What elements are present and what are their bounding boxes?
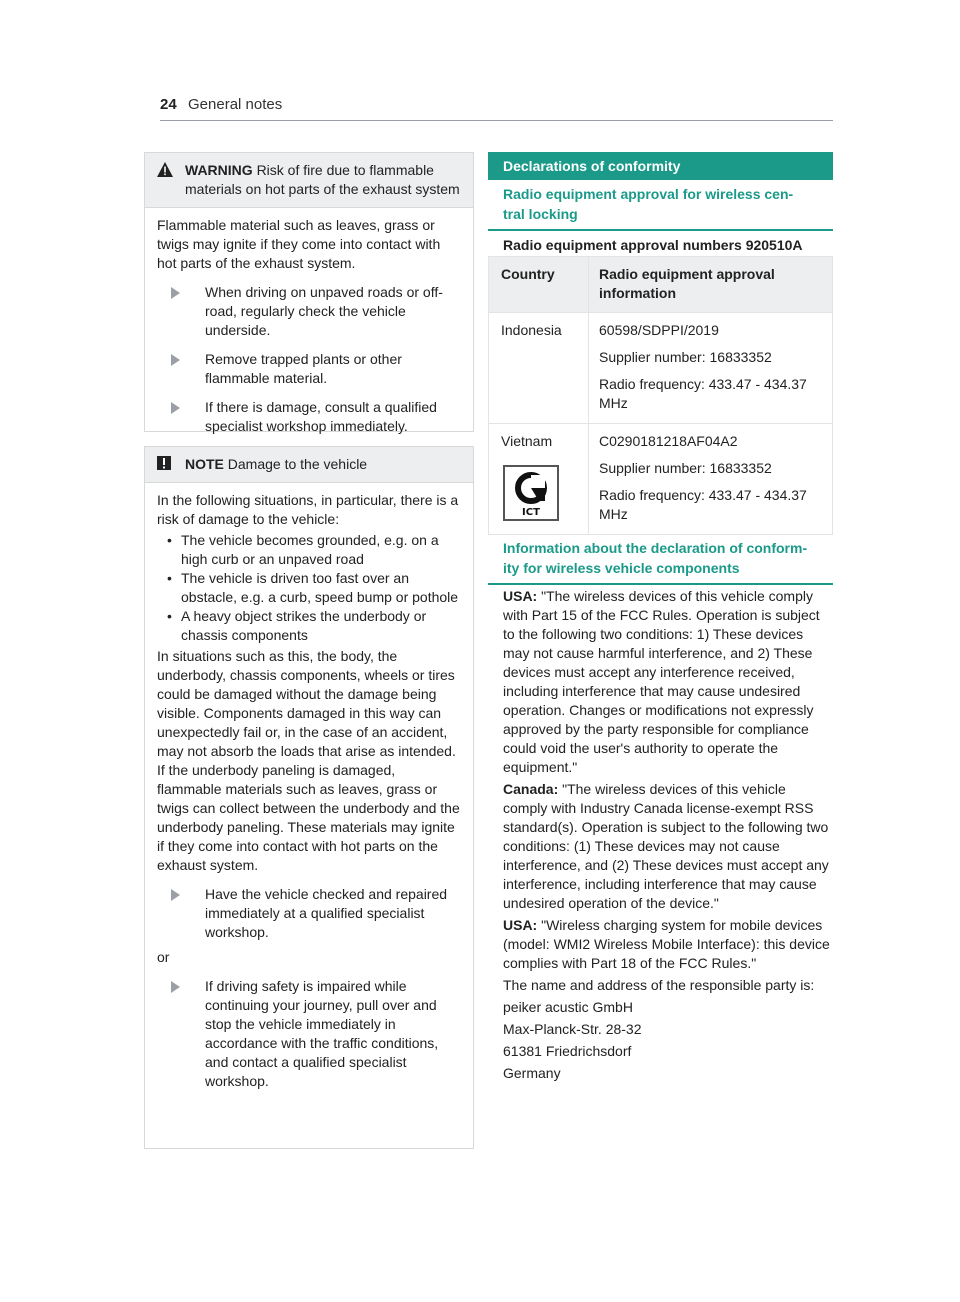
approval-number: 60598/SDPPI/2019 xyxy=(599,322,719,338)
step-text: Remove trapped plants or other flammable material. xyxy=(205,351,402,386)
step-text: Have the vehicle checked and repaired immediately at a qualified specialist workshop. xyxy=(205,886,448,940)
heading-line: Radio equipment approval for wireless cen- xyxy=(503,186,794,202)
supplier-number: Supplier number: 16833352 xyxy=(599,460,772,476)
table-cell-country xyxy=(489,424,589,535)
radio-frequency: Radio frequency: 433.47 - 434.37 MHz xyxy=(599,487,807,522)
canada-text: "The wireless devices of this vehicle comply with Industry Canada license-exempt RSS standard(s). Operation is subject to the following two conditions: (1) These devices may not cause interference, and (2) These devices must accept any interference, including interference that may cause undesired operation of the device." xyxy=(503,781,829,911)
approval-numbers-heading: Radio equipment approval numbers 920510A xyxy=(503,237,803,253)
list-item: • The vehicle is driven too fast over an obstacle, e.g. a curb, speed bump or pothole xyxy=(157,569,461,607)
table-cell-country: Indonesia xyxy=(489,313,589,424)
responsible-party-intro: The name and address of the responsible party is: xyxy=(503,977,815,993)
heading-line: Information about the declaration of conform- xyxy=(503,540,808,556)
usa2-paragraph xyxy=(503,916,833,973)
list-item: • The vehicle becomes grounded, e.g. on a high curb or an unpaved road xyxy=(157,531,461,569)
info-body xyxy=(488,587,833,1083)
warning-step xyxy=(157,283,461,340)
warning-body: Flammable material such as leaves, grass or twigs may ignite if they come into contact with hot parts of the exhaust system. xyxy=(157,217,441,271)
table-cell-approval xyxy=(589,313,833,424)
warning-step xyxy=(157,398,461,436)
table-cell-approval xyxy=(589,424,833,535)
address-line: peiker acustic GmbH xyxy=(503,999,633,1015)
warning-triangle-icon xyxy=(157,162,173,182)
ict-logo-icon xyxy=(501,463,561,523)
note-title: Damage to the vehicle xyxy=(227,456,368,472)
note-exclamation-icon xyxy=(157,456,171,475)
section-title-bar: Declarations of conformity xyxy=(488,152,833,180)
note-paragraph: If the underbody paneling is damaged, flammable materials such as leaves, grass or twigs can collect between the underbody and the underbody paneling. These materials may ignite if they come into contact with hot parts on the exhaust system. xyxy=(157,762,460,873)
page-number: 24 xyxy=(160,96,177,113)
heading-line: tral locking xyxy=(503,206,578,222)
warning-step xyxy=(157,350,461,388)
usa2-text: "Wireless charging system for mobile devices (model: WMI2 Wireless Mobile Interface): this device complies with Part 18 of the FCC Rules." xyxy=(503,917,830,971)
approval-number: C0290181218AF04A2 xyxy=(599,433,738,449)
note-intro: In the following situations, in particular, there is a risk of damage to the vehicle: xyxy=(157,492,459,527)
warning-header xyxy=(145,153,473,208)
note-paragraph: In situations such as this, the body, the underbody, chassis components, wheels or tires could be damaged without the damage being visible. Components damaged in this way can unexpectedly fail or, in the case of an accident, may not absorb the loads that arise as intended. xyxy=(157,648,456,759)
step-text: When driving on unpaved roads or off-road, regularly check the vehicle underside. xyxy=(205,284,443,338)
warning-label: WARNING xyxy=(185,162,253,178)
usa2-label: USA: xyxy=(503,917,538,933)
column-header: Country xyxy=(489,257,589,313)
canada-label: Canada: xyxy=(503,781,559,797)
info-heading xyxy=(488,538,833,585)
note-step xyxy=(157,977,461,1091)
warning-box xyxy=(144,152,474,432)
address-line: Germany xyxy=(503,1065,561,1081)
radio-heading xyxy=(488,184,833,231)
note-header xyxy=(145,447,473,483)
approval-table xyxy=(488,256,833,535)
svg-text:ICT: ICT xyxy=(522,507,540,518)
note-bullet-list xyxy=(157,531,461,645)
radio-frequency: Radio frequency: 433.47 - 434.37 MHz xyxy=(599,376,807,411)
note-label: NOTE xyxy=(185,456,224,472)
note-step xyxy=(157,885,461,942)
country-name: Vietnam xyxy=(501,433,553,449)
usa-paragraph xyxy=(503,587,833,777)
column-header: Radio equipment approval information xyxy=(589,257,833,313)
usa-label: USA: xyxy=(503,588,538,604)
address-line: Max-Planck-Str. 28-32 xyxy=(503,1021,642,1037)
section-name: General notes xyxy=(188,96,283,113)
table-row xyxy=(489,424,833,535)
address-line: 61381 Friedrichsdorf xyxy=(503,1043,632,1059)
canada-paragraph xyxy=(503,780,833,913)
heading-line: ity for wireless vehicle components xyxy=(503,560,740,576)
table-header-row xyxy=(489,257,833,313)
usa-text: "The wireless devices of this vehicle comply with Part 15 of the FCC Rules. Operation is subject to the following two conditions: 1) These devices may not cause harmful interference, and 2) These devices must accept any interference received, including interference that may cause undesired operation. Changes or modifications not expressly approved by the party responsible for compliance could void the user's authority to operate the equipment." xyxy=(503,588,820,775)
or-text: or xyxy=(157,949,170,965)
step-text: If there is damage, consult a qualified specialist workshop immediately. xyxy=(205,399,437,434)
list-item: • A heavy object strikes the underbody or chassis components xyxy=(157,607,461,645)
step-text: If driving safety is impaired while continuing your journey, pull over and stop the vehicle immediately in accordance with the traffic conditions, and contact a qualified specialist workshop. xyxy=(205,978,439,1089)
note-box xyxy=(144,446,474,1149)
supplier-number: Supplier number: 16833352 xyxy=(599,349,772,365)
warning-title: Risk of fire due to flammable materials on hot parts of the exhaust system xyxy=(185,162,460,197)
page-header xyxy=(160,95,833,121)
table-row xyxy=(489,313,833,424)
